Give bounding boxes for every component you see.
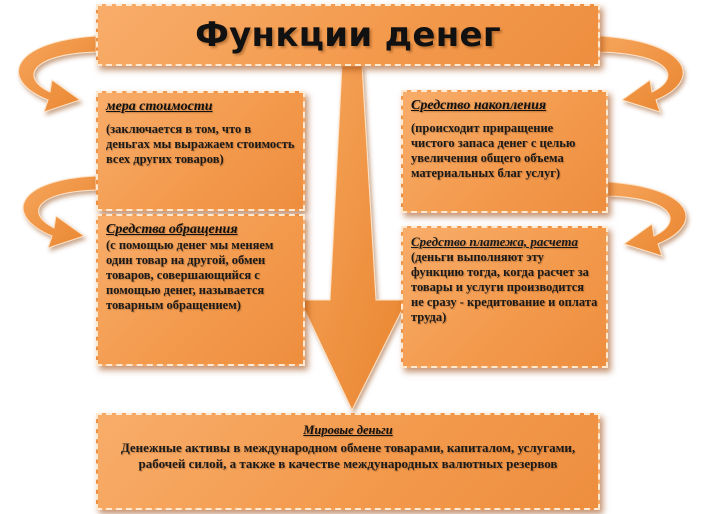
center-down-arrow [300, 66, 407, 410]
right-curve-arrow-2 [608, 182, 686, 256]
text-measure-of-value: (заключается в том, что в деньгах мы выражаем стоимость всех других товаров) [106, 122, 295, 166]
box-measure-of-value [96, 91, 305, 211]
diagram-title: Функции денег [195, 15, 501, 55]
box-medium-of-exchange [96, 214, 305, 366]
box-means-of-payment [401, 226, 608, 368]
left-curve-arrow-2 [23, 176, 96, 248]
text-medium-of-exchange: (с помощью денег мы меняем один товар на другой, обмен товаров, совершающийся с помощью денег, называется товарным обращением) [106, 238, 274, 312]
title-box [96, 4, 600, 66]
payment-paragraph [411, 234, 598, 325]
heading-means-of-payment: Средство платежа, расчета [411, 234, 578, 249]
box-world-money [96, 413, 600, 510]
left-curve-arrow-1 [19, 36, 96, 112]
text-means-of-payment: (деньги выполняют эту функцию тогда, когда расчет за товары и услуги производится не сразу - кредитование и оплата труда) [411, 250, 598, 324]
box-store-of-value [401, 90, 608, 213]
heading-medium-of-exchange: Средства обращения [106, 222, 238, 237]
right-curve-arrow-1 [600, 36, 683, 112]
heading-store-of-value: Средство накопления [411, 98, 547, 113]
heading-world-money: Мировые деньги [303, 423, 393, 437]
heading-measure-of-value: мера стоимости [106, 99, 213, 114]
text-store-of-value: (происходит приращение чистого запаса денег с целью увеличения общего объема материальных благ услуг) [411, 121, 576, 180]
text-world-money: Денежные активы в международном обмене товарами, капиталом, услугами, рабочей силой, а также в качестве международных валютных резервов [120, 440, 576, 471]
